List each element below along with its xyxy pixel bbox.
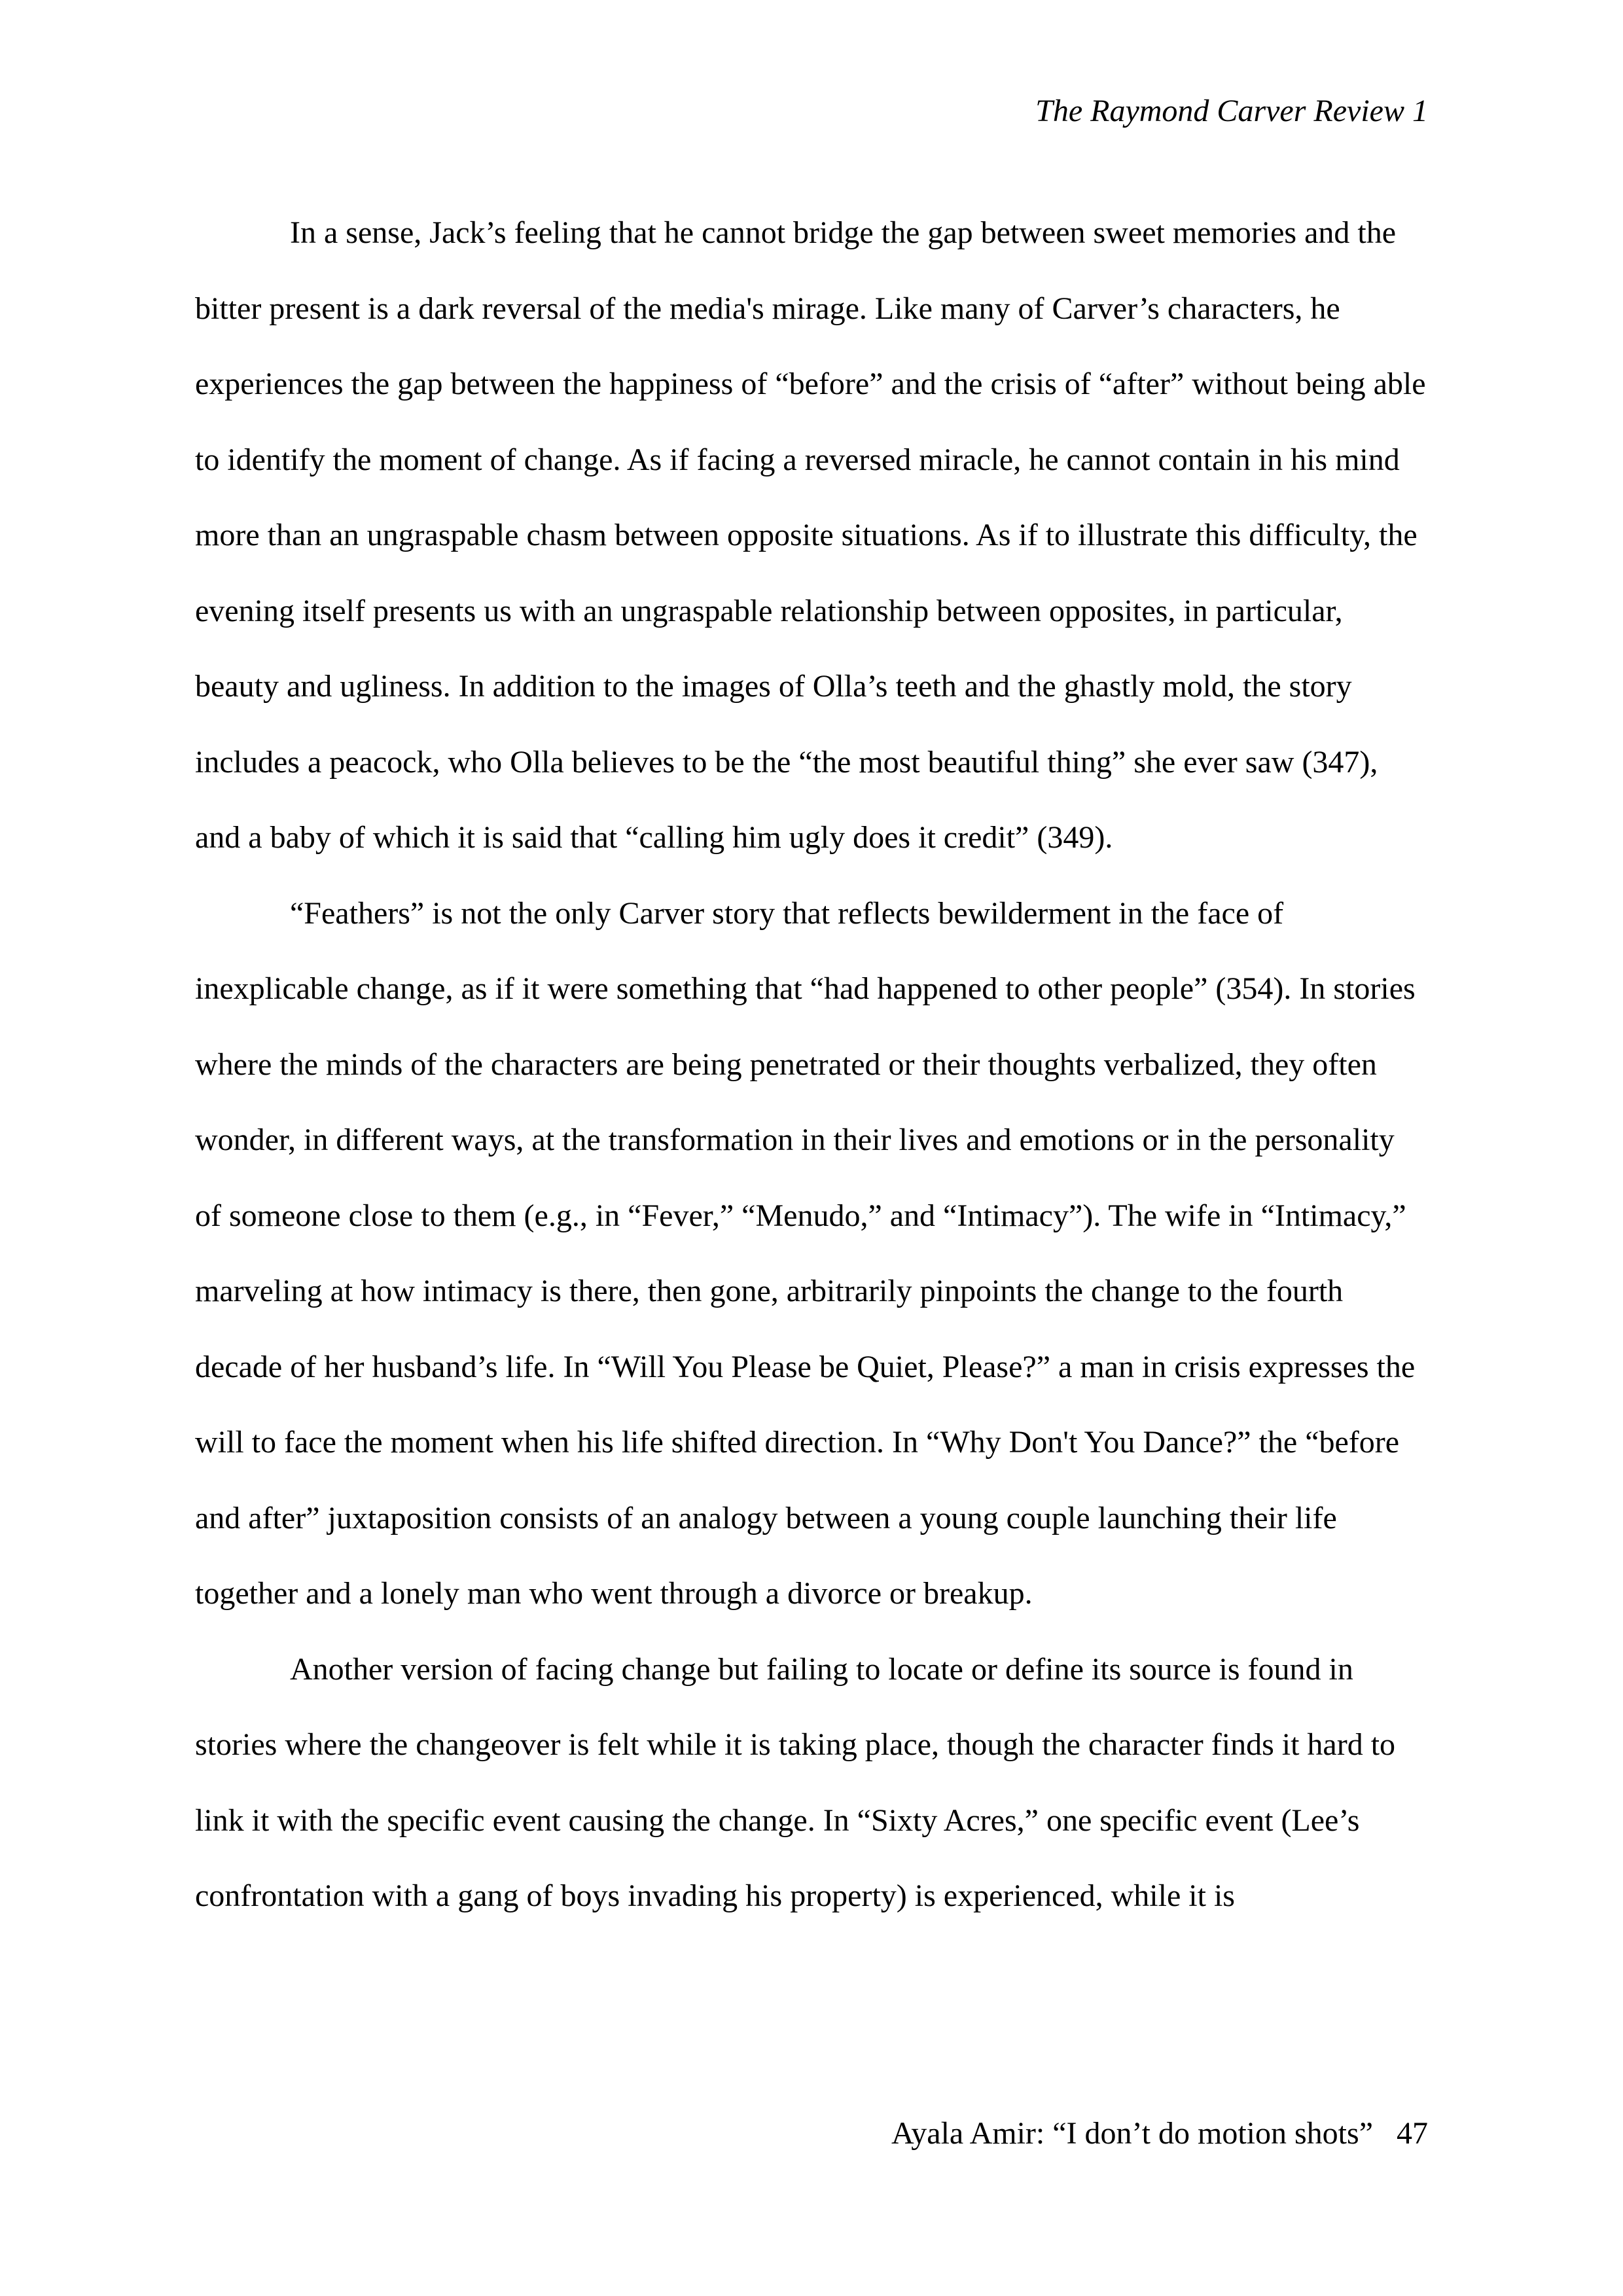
paragraph-3: Another version of facing change but failing to locate or define its source is found in stories where the changeover is felt while it is taking place, though the character finds it hard to link it with the specific event causing the change. In “Sixty Acres,” one specific event (Lee’s confrontation with a gang of boys invading his property) is experienced, while it is (195, 1651, 1396, 1913)
footer-author-title: Ayala Amir: “I don’t do motion shots” (891, 2116, 1373, 2151)
body-text (195, 195, 1428, 1934)
page-footer (891, 2114, 1428, 2153)
running-header: The Raymond Carver Review 1 (1035, 94, 1428, 128)
paragraph-2: “Feathers” is not the only Carver story that reflects bewilderment in the face of inexplicable change, as if it were something that “had happened to other people” (354). In stories where the minds of the characters are being penetrated or their thoughts verbalized, they often wonder, in different ways, at the transformation in their lives and emotions or in the personality of someone close to them (e.g., in “Fever,” “Menudo,” and “Intimacy”). The wife in “Intimacy,” marveling at how intimacy is there, then gone, arbitrarily pinpoints the change to the fourth decade of her husband’s life. In “Will You Please be Quiet, Please?” a man in crisis expresses the will to face the moment when his life shifted direction. In “Why Don't You Dance?” the “before and after” juxtaposition consists of an analogy between a young couple launching their life together and a lonely man who went through a divorce or breakup. (195, 895, 1416, 1611)
paragraph-1: In a sense, Jack’s feeling that he cannot bridge the gap between sweet memories and the bitter present is a dark reversal of the media's mirage. Like many of Carver’s characters, he experiences the gap between the happiness of “before” and the crisis of “after” without being able to identify the moment of change. As if facing a reversed miracle, he cannot contain in his mind more than an ungraspable chasm between opposite situations. As if to illustrate this difficulty, the evening itself presents us with an ungraspable relationship between opposites, in particular, beauty and ugliness. In addition to the images of Olla’s teeth and the ghastly mold, the story includes a peacock, who Olla believes to be the “the most beautiful thing” she ever saw (347), and a baby of which it is said that “calling him ugly does it credit” (349). (195, 215, 1426, 855)
page-number: 47 (1397, 2116, 1428, 2151)
